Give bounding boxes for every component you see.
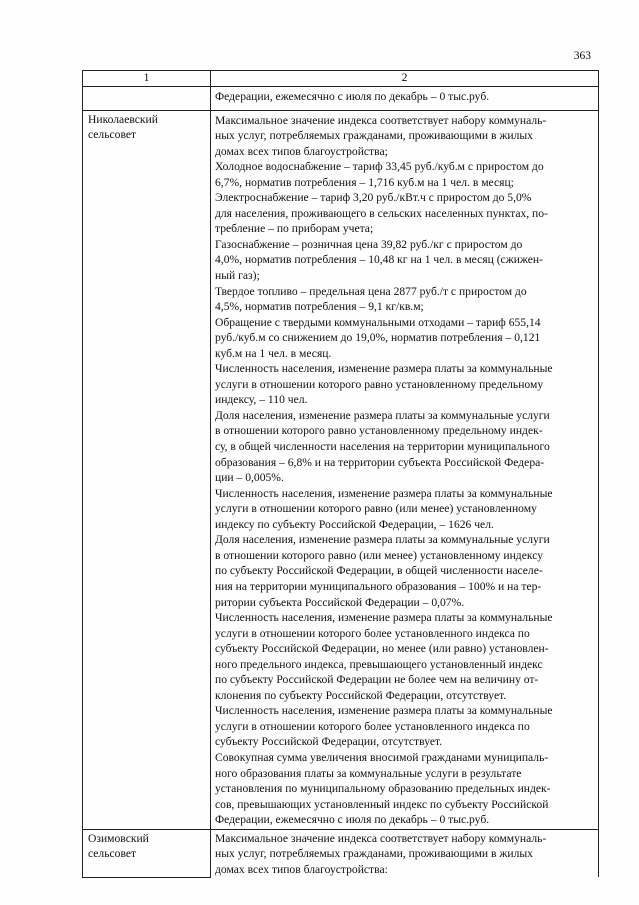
header-cell-1: 1 <box>83 71 211 87</box>
table-header-row <box>83 71 599 87</box>
text-line: индексу, – 110 чел. <box>215 393 308 407</box>
text-line: ного предельного индекса, превышающего установленный индекс <box>215 657 543 671</box>
paragraph <box>215 361 595 408</box>
text-line: домах всех типов благоустройства: <box>215 862 388 876</box>
text-line: Электроснабжение – тариф 3,20 руб./кВт.ч с приростом до 5,0% <box>215 191 532 205</box>
text-line: куб.м на 1 чел. в месяц. <box>215 346 332 360</box>
text-line: ный газ); <box>215 269 260 283</box>
text-line: ных услуг, потребляемых гражданами, проживающими в жилых <box>215 129 533 143</box>
text-line: руб./куб.м со снижением до 19,0%, норматив потребления – 0,121 <box>215 331 541 345</box>
paragraph <box>215 750 595 828</box>
text-line: Федерации, ежемесячно с июля по декабрь – 0 тыс.руб. <box>215 813 490 827</box>
table-row-continuation <box>83 87 599 111</box>
text-line: 4,5%, норматив потребления – 9,1 кг/кв.м; <box>215 300 424 314</box>
paragraph <box>215 532 595 610</box>
paragraph <box>215 113 595 160</box>
row-description <box>211 110 599 829</box>
empty-cell <box>83 87 211 111</box>
text-line: Доля населения, изменение размера платы за коммунальные услуги <box>215 533 550 547</box>
text-line: Численность населения, изменение размера платы за коммунальные <box>215 611 553 625</box>
text-line: Численность населения, изменение размера платы за коммунальные <box>215 704 553 718</box>
text-line: клонения по субъекту Российской Федерации, отсутствует. <box>215 688 507 702</box>
text-line: требление – по приборам учета; <box>215 222 374 236</box>
text-line: индексу по субъекту Российской Федерации, – 1626 чел. <box>215 517 494 531</box>
text-line: Максимальное значение индекса соответствует набору коммуналь- <box>215 113 547 127</box>
header-cell-2: 2 <box>211 71 599 87</box>
text-line: Холодное водоснабжение – тариф 33,45 руб./куб.м с приростом до <box>215 160 544 174</box>
text-line: ритории субъекта Российской Федерации – 0,07%. <box>215 595 465 609</box>
text-line: для населения, проживающего в сельских населенных пунктах, по- <box>215 206 548 220</box>
text-line: ния на территории муниципального образования – 100% и на тер- <box>215 579 542 593</box>
text-line: Совокупная сумма увеличения вносимой гражданами муниципаль- <box>215 750 549 764</box>
text-line: в отношении которого равно установленному предельному индек- <box>215 424 543 438</box>
text-line: сов, превышающих установленный индекс по субъекту Российской <box>215 797 549 811</box>
municipality-name-line: сельсовет <box>88 128 137 142</box>
text-line: установления по муниципальному образованию предельных индек- <box>215 782 551 796</box>
text-line: услуги в отношении которого равно (или менее) установленному <box>215 502 537 516</box>
text-line: образования – 6,8% и на территории субъекта Российской Федера- <box>215 455 545 469</box>
text-line: в отношении которого равно (или менее) установленному индексу <box>215 548 543 562</box>
text-line: по субъекту Российской Федерации, в общей численности населе- <box>215 564 543 578</box>
paragraph <box>215 408 595 486</box>
text-line: ного образования платы за коммунальные услуги в результате <box>215 766 522 780</box>
text-line: ных услуг, потребляемых гражданами, проживающими в жилых <box>215 847 533 861</box>
text-line: субъекту Российской Федерации, но менее (или равно) установлен- <box>215 642 549 656</box>
paragraph <box>215 237 595 284</box>
row-description <box>211 829 599 877</box>
paragraph <box>215 190 595 237</box>
paragraph <box>215 703 595 750</box>
text-line: су, в общей численности населения на территории муниципального <box>215 440 550 454</box>
text-line: Обращение с твердыми коммунальными отходами – тариф 655,14 <box>215 315 541 329</box>
paragraph <box>215 315 595 362</box>
text-line: ции – 0,005%. <box>215 471 284 485</box>
text-line: домах всех типов благоустройства; <box>215 144 388 158</box>
municipality-name-line: сельсовет <box>88 847 137 861</box>
continuation-text: Федерации, ежемесячно с июля по декабрь – 0 тыс.руб. <box>211 87 599 111</box>
paragraph <box>215 610 595 703</box>
text-line: 4,0%, норматив потребления – 10,48 кг на 1 чел. в месяц (сжижен- <box>215 253 543 267</box>
municipality-name-line: Озимовский <box>88 831 149 845</box>
municipality-name <box>83 110 211 829</box>
text-line: Доля населения, изменение размера платы за коммунальные услуги <box>215 408 550 422</box>
paragraph <box>215 159 595 190</box>
text-line: Твердое топливо – предельная цена 2877 руб./т с приростом до <box>215 284 527 298</box>
municipality-name <box>83 829 211 877</box>
table-row <box>83 110 599 829</box>
municipality-name-line: Николаевский <box>88 112 158 126</box>
text-line: Численность населения, изменение размера платы за коммунальные <box>215 486 553 500</box>
text-line: 6,7%, норматив потребления – 1,716 куб.м на 1 чел. в месяц; <box>215 175 514 189</box>
text-line: Газоснабжение – розничная цена 39,82 руб./кг с приростом до <box>215 237 523 251</box>
text-line: по субъекту Российской Федерации не более чем на величину от- <box>215 673 539 687</box>
text-line: субъекту Российской Федерации, отсутствует. <box>215 735 443 749</box>
text-line: Численность населения, изменение размера платы за коммунальные <box>215 362 553 376</box>
page-number: 363 <box>573 50 591 62</box>
paragraph <box>215 831 595 878</box>
text-line: услуги в отношении которого равно установленному предельному <box>215 377 544 391</box>
table-row <box>83 829 599 877</box>
data-table <box>82 70 599 878</box>
paragraph <box>215 486 595 533</box>
text-line: услуги в отношении которого более установленного индекса по <box>215 626 530 640</box>
text-line: услуги в отношении которого более установленного индекса по <box>215 719 530 733</box>
paragraph <box>215 284 595 315</box>
text-line: Максимальное значение индекса соответствует набору коммуналь- <box>215 831 547 845</box>
